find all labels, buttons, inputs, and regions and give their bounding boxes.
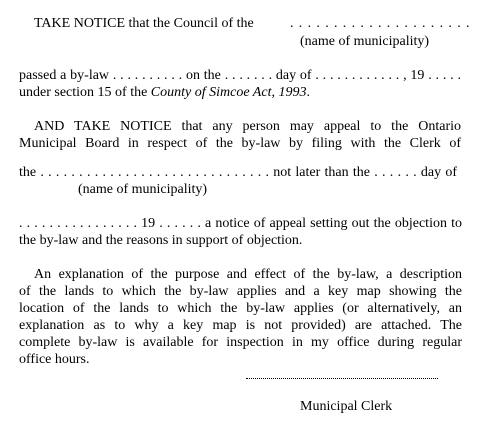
p6-line4: explanation as to why a key map is not provided) are attached. The xyxy=(19,318,462,333)
p2-line2 xyxy=(19,84,310,101)
p5-line2: the by-law and the reasons in support of objection. xyxy=(19,233,303,248)
p5-line1: . . . . . . . . . . . . . . . . 19 . . . . . . a notice of appeal setting out the objection to xyxy=(19,216,462,231)
p4-municipality-label: (name of municipality) xyxy=(78,182,208,197)
p1-text: TAKE NOTICE that the Council of the xyxy=(34,16,254,31)
signature-label: Municipal Clerk xyxy=(300,399,393,414)
act-title: County of Simcoe Act, 1993 xyxy=(150,85,307,100)
p6-line3: location of the lands to which the by-law applies (or alternatively, an xyxy=(19,301,462,316)
p3-line2: Municipal Board in respect of the by-law by filing with the Clerk of xyxy=(19,136,461,151)
p3-line1: AND TAKE NOTICE that any person may appeal to the Ontario xyxy=(34,119,461,134)
p6-line5: complete by-law is available for inspection in my office during regular xyxy=(19,335,462,350)
p1-dots: . . . . . . . . . . . . . . . . . . . . . xyxy=(290,16,471,31)
p1-line1 xyxy=(34,15,254,32)
p6-line2: of the lands to which the by-law applies and a key map showing the xyxy=(19,284,462,299)
p2-suffix: . xyxy=(306,85,310,100)
p4-line1: the . . . . . . . . . . . . . . . . . . . . . . . . . . . . . . not later than the . . . . . . day of xyxy=(19,165,457,180)
p2-line1: passed a by-law . . . . . . . . . . on the . . . . . . . day of . . . . . . . . . . . . , 19 . . . . . xyxy=(19,68,461,83)
signature-line xyxy=(246,378,438,379)
p1-municipality-label: (name of municipality) xyxy=(300,34,430,49)
p2-prefix: under section 15 of the xyxy=(19,85,151,100)
p6-line1: An explanation of the purpose and effect of the by-law, a description xyxy=(34,267,462,282)
p6-line6: office hours. xyxy=(19,352,90,367)
